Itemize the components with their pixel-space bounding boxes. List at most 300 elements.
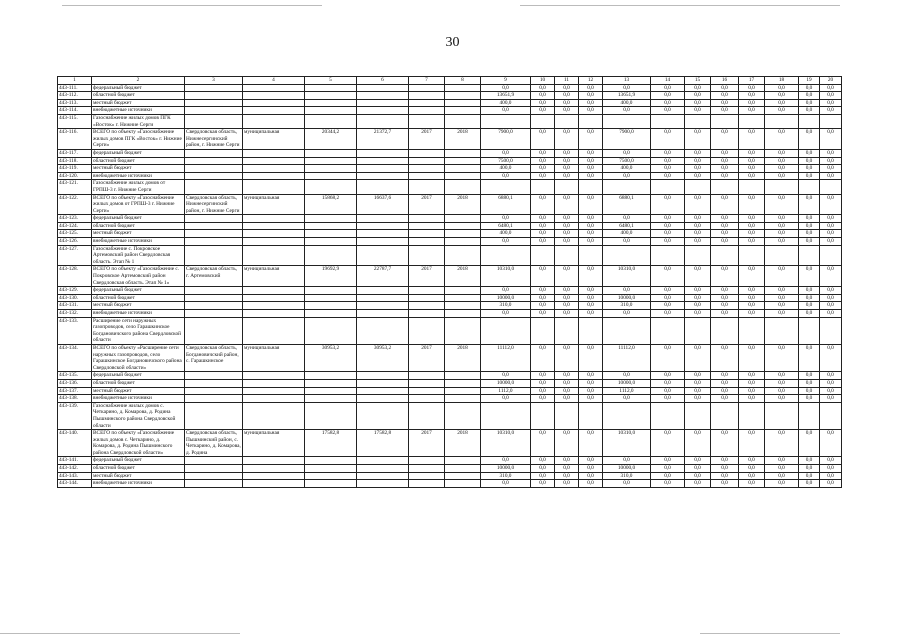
row-value: 0,0 [651,457,685,465]
row-value [685,402,711,429]
row-value: 0,0 [711,395,739,403]
row-value: 0,0 [739,230,765,238]
row-value: 0,0 [685,230,711,238]
row-estimated-cost-current [357,302,409,310]
row-value: 0,0 [555,310,579,318]
row-value: 0,0 [685,430,711,457]
bottom-divider-left [0,633,240,634]
row-value: 0,0 [555,472,579,480]
row-code: 443-122. [58,194,92,215]
row-value: 0,0 [555,157,579,165]
row-end-year [445,99,481,107]
row-start-year: 2017 [409,266,445,287]
row-code: 443-124. [58,222,92,230]
row-location [185,395,243,403]
row-ownership [243,457,305,465]
row-value: 0,0 [799,149,820,157]
row-end-year [445,379,481,387]
row-end-year [445,387,481,395]
row-description: областной бюджет [92,294,185,302]
row-value: 0,0 [739,465,765,473]
row-description: Газоснабжение жилых домов от ГРПШ-3 г. Нижние Серги [92,180,185,194]
row-end-year [445,165,481,173]
row-value: 0,0 [799,294,820,302]
row-estimated-cost-current [357,465,409,473]
row-value: 0,0 [820,430,842,457]
row-ownership [243,149,305,157]
row-value [799,114,820,128]
row-estimated-cost-current [357,379,409,387]
table-row [58,165,842,173]
row-value: 0,0 [603,149,651,157]
row-ownership [243,245,305,266]
row-value: 0,0 [531,165,555,173]
row-end-year [445,84,481,92]
row-value [579,180,603,194]
row-value: 0,0 [651,230,685,238]
row-value: 0,0 [579,84,603,92]
row-value: 0,0 [481,372,531,380]
row-ownership [243,84,305,92]
row-value: 0,0 [531,222,555,230]
row-value: 0,0 [603,84,651,92]
row-value [481,180,531,194]
row-value: 0,0 [711,266,739,287]
row-value: 310,0 [481,472,531,480]
row-value: 0,0 [711,372,739,380]
row-estimated-cost [305,294,357,302]
column-header: 20 [820,77,842,85]
row-code: 443-112. [58,92,92,100]
table-row [58,430,842,457]
row-value: 0,0 [685,194,711,215]
row-value: 0,0 [820,230,842,238]
row-start-year [409,310,445,318]
row-value [739,317,765,344]
row-description: внебюджетные источники [92,172,185,180]
row-value: 0,0 [579,395,603,403]
row-value: 0,0 [799,302,820,310]
row-start-year [409,180,445,194]
row-value: 0,0 [739,480,765,488]
row-value: 0,0 [820,472,842,480]
row-value: 0,0 [579,302,603,310]
row-description: ВСЕГО по объекту «Расширение сети наружных газопроводов, село Гарашкинское Богдановичского района Свердловской области» [92,344,185,371]
row-start-year [409,107,445,115]
row-value: 10000,0 [481,294,531,302]
row-value [820,180,842,194]
row-value: 0,0 [531,430,555,457]
row-value [481,245,531,266]
row-estimated-cost-current [357,317,409,344]
column-header: 4 [243,77,305,85]
row-start-year [409,317,445,344]
row-value: 400,0 [603,165,651,173]
row-value: 0,0 [765,172,799,180]
row-estimated-cost [305,387,357,395]
row-value: 0,0 [711,387,739,395]
row-value: 0,0 [820,149,842,157]
row-value: 0,0 [799,395,820,403]
row-ownership: муниципальная [243,129,305,150]
row-location [185,222,243,230]
row-value: 0,0 [799,222,820,230]
row-value: 0,0 [531,457,555,465]
row-value: 0,0 [765,480,799,488]
row-description: местный бюджет [92,387,185,395]
row-description: местный бюджет [92,99,185,107]
row-description: областной бюджет [92,379,185,387]
row-code: 443-128. [58,266,92,287]
row-value: 0,0 [765,92,799,100]
row-value: 0,0 [739,149,765,157]
column-header: 16 [711,77,739,85]
row-value: 0,0 [685,379,711,387]
row-value: 0,0 [799,157,820,165]
row-location: Свердловская область, г. Артемовский [185,266,243,287]
row-location [185,215,243,223]
row-code: 443-139. [58,402,92,429]
row-value: 1112,0 [481,387,531,395]
row-ownership [243,395,305,403]
row-value: 0,0 [765,194,799,215]
row-value: 400,0 [603,99,651,107]
table-row [58,107,842,115]
row-description: федеральный бюджет [92,372,185,380]
row-value: 0,0 [651,395,685,403]
row-start-year: 2017 [409,430,445,457]
column-header: 15 [685,77,711,85]
row-value: 0,0 [739,165,765,173]
row-value: 0,0 [739,287,765,295]
row-value [685,114,711,128]
row-value: 0,0 [651,266,685,287]
row-start-year [409,287,445,295]
row-value: 0,0 [820,215,842,223]
row-estimated-cost [305,84,357,92]
table-row [58,465,842,473]
row-value: 0,0 [555,457,579,465]
row-value: 0,0 [531,238,555,246]
row-value: 0,0 [739,457,765,465]
row-value: 0,0 [531,107,555,115]
row-value [651,317,685,344]
row-estimated-cost-current [357,230,409,238]
row-estimated-cost: 17582,8 [305,430,357,457]
row-value [711,245,739,266]
row-value [765,402,799,429]
row-value: 0,0 [555,294,579,302]
row-end-year [445,294,481,302]
row-location [185,302,243,310]
row-value: 0,0 [651,387,685,395]
row-value [531,402,555,429]
table-row [58,149,842,157]
row-estimated-cost-current: 21372,7 [357,129,409,150]
row-value: 0,0 [685,472,711,480]
row-value: 0,0 [579,379,603,387]
row-value: 10000,0 [481,465,531,473]
row-estimated-cost-current [357,149,409,157]
row-start-year [409,165,445,173]
row-value: 0,0 [765,310,799,318]
row-value: 0,0 [481,107,531,115]
row-start-year [409,472,445,480]
row-value: 0,0 [555,372,579,380]
row-value: 0,0 [555,84,579,92]
row-ownership [243,294,305,302]
row-estimated-cost-current [357,480,409,488]
top-divider-right [520,5,840,6]
row-estimated-cost [305,302,357,310]
row-code: 443-123. [58,215,92,223]
row-value [531,180,555,194]
row-value: 0,0 [765,266,799,287]
row-description: внебюджетные источники [92,107,185,115]
table-row [58,294,842,302]
row-description: федеральный бюджет [92,84,185,92]
row-value [765,245,799,266]
row-code: 443-142. [58,465,92,473]
row-code: 443-138. [58,395,92,403]
row-value [820,317,842,344]
row-value: 0,0 [765,302,799,310]
row-code: 443-131. [58,302,92,310]
row-estimated-cost [305,402,357,429]
row-location [185,310,243,318]
row-value: 0,0 [555,99,579,107]
table-row [58,287,842,295]
row-value: 0,0 [531,372,555,380]
row-value: 10310,0 [603,430,651,457]
row-estimated-cost-current: 17582,8 [357,430,409,457]
row-value: 0,0 [651,294,685,302]
row-value: 0,0 [555,287,579,295]
row-value: 0,0 [531,287,555,295]
row-value: 0,0 [799,165,820,173]
row-value: 0,0 [685,457,711,465]
row-value: 0,0 [739,294,765,302]
row-value: 0,0 [799,194,820,215]
row-end-year [445,245,481,266]
table-row [58,372,842,380]
row-value: 0,0 [711,294,739,302]
row-value: 0,0 [711,107,739,115]
row-estimated-cost [305,172,357,180]
row-value: 0,0 [603,215,651,223]
row-value: 0,0 [481,172,531,180]
row-ownership [243,99,305,107]
row-estimated-cost [305,457,357,465]
row-estimated-cost-current [357,310,409,318]
row-value: 0,0 [711,238,739,246]
row-value [765,317,799,344]
row-value: 0,0 [531,149,555,157]
row-value: 0,0 [579,480,603,488]
row-estimated-cost [305,107,357,115]
row-value: 0,0 [555,222,579,230]
row-value [603,245,651,266]
row-ownership: муниципальная [243,194,305,215]
row-value [739,245,765,266]
row-description: федеральный бюджет [92,457,185,465]
column-header: 14 [651,77,685,85]
table-row [58,480,842,488]
row-estimated-cost [305,395,357,403]
row-value: 0,0 [531,395,555,403]
row-code: 443-135. [58,372,92,380]
row-value: 0,0 [555,344,579,371]
row-start-year [409,372,445,380]
row-value: 0,0 [799,287,820,295]
row-value: 0,0 [481,457,531,465]
row-end-year [445,457,481,465]
row-value: 0,0 [711,302,739,310]
row-value: 0,0 [651,302,685,310]
row-code: 443-129. [58,287,92,295]
row-estimated-cost [305,222,357,230]
row-end-year [445,180,481,194]
row-value: 0,0 [820,222,842,230]
row-end-year [445,287,481,295]
row-value: 310,0 [481,302,531,310]
column-header: 5 [305,77,357,85]
row-value: 0,0 [820,238,842,246]
row-value: 0,0 [820,294,842,302]
row-value [579,114,603,128]
row-value: 0,0 [711,92,739,100]
row-value: 0,0 [765,472,799,480]
row-value [685,180,711,194]
row-estimated-cost-current [357,215,409,223]
row-value: 0,0 [651,379,685,387]
row-location [185,165,243,173]
row-value [765,180,799,194]
row-value: 0,0 [739,302,765,310]
row-estimated-cost [305,230,357,238]
row-estimated-cost-current [357,238,409,246]
row-value: 0,0 [651,238,685,246]
row-value: 0,0 [739,387,765,395]
row-estimated-cost [305,165,357,173]
row-value: 0,0 [603,107,651,115]
row-code: 443-134. [58,344,92,371]
row-description: областной бюджет [92,465,185,473]
row-value: 0,0 [739,107,765,115]
row-value [481,402,531,429]
row-code: 443-127. [58,245,92,266]
row-description: местный бюджет [92,165,185,173]
row-value [799,245,820,266]
row-value: 0,0 [765,99,799,107]
table-row [58,457,842,465]
column-header: 17 [739,77,765,85]
row-value: 0,0 [820,344,842,371]
row-estimated-cost [305,238,357,246]
row-value: 0,0 [765,107,799,115]
row-description: ВСЕГО по объекту «Газоснабжение жилых домов с. Четкарино, д. Комарова, д. Родина Пышминского района Свердловской области» [92,430,185,457]
row-end-year [445,149,481,157]
row-value: 0,0 [820,84,842,92]
row-end-year [445,172,481,180]
column-header: 1 [58,77,92,85]
row-value: 0,0 [711,344,739,371]
column-header: 7 [409,77,445,85]
row-value: 0,0 [579,222,603,230]
row-value: 0,0 [651,310,685,318]
row-value [555,317,579,344]
row-value [579,317,603,344]
column-header: 18 [765,77,799,85]
table-row [58,238,842,246]
table-row [58,114,842,128]
row-value: 0,0 [579,287,603,295]
row-value: 0,0 [555,215,579,223]
column-header: 19 [799,77,820,85]
row-code: 443-114. [58,107,92,115]
row-start-year [409,222,445,230]
row-ownership [243,465,305,473]
table-row [58,387,842,395]
row-value: 0,0 [481,395,531,403]
row-estimated-cost-current: 16637,6 [357,194,409,215]
row-value: 0,0 [820,395,842,403]
row-value [799,317,820,344]
row-value: 0,0 [711,310,739,318]
row-end-year [445,114,481,128]
row-code: 443-133. [58,317,92,344]
row-end-year [445,238,481,246]
row-end-year [445,402,481,429]
row-estimated-cost: 30953,2 [305,344,357,371]
row-value: 0,0 [579,194,603,215]
row-value: 0,0 [685,266,711,287]
row-start-year [409,480,445,488]
row-code: 443-111. [58,84,92,92]
row-value: 400,0 [481,99,531,107]
row-value: 0,0 [603,395,651,403]
row-code: 443-144. [58,480,92,488]
row-ownership [243,238,305,246]
row-location [185,294,243,302]
row-value: 0,0 [603,172,651,180]
row-estimated-cost [305,379,357,387]
row-value: 6480,1 [603,222,651,230]
page-number: 30 [445,35,460,50]
row-value: 0,0 [739,344,765,371]
row-value: 0,0 [579,99,603,107]
row-ownership [243,379,305,387]
row-start-year [409,465,445,473]
row-value [603,317,651,344]
row-value: 0,0 [685,165,711,173]
row-location [185,92,243,100]
row-value: 1112,0 [603,387,651,395]
row-value: 0,0 [651,99,685,107]
row-location [185,157,243,165]
row-estimated-cost [305,149,357,157]
row-value [579,402,603,429]
row-location [185,107,243,115]
row-estimated-cost-current [357,294,409,302]
row-estimated-cost-current [357,107,409,115]
row-location [185,465,243,473]
row-value: 0,0 [555,266,579,287]
row-code: 443-116. [58,129,92,150]
row-value: 0,0 [739,472,765,480]
row-description: ВСЕГО по объекту «Газоснабжение жилых домов от ГРПШ-3 г. Нижние Серги» [92,194,185,215]
row-value: 0,0 [799,430,820,457]
